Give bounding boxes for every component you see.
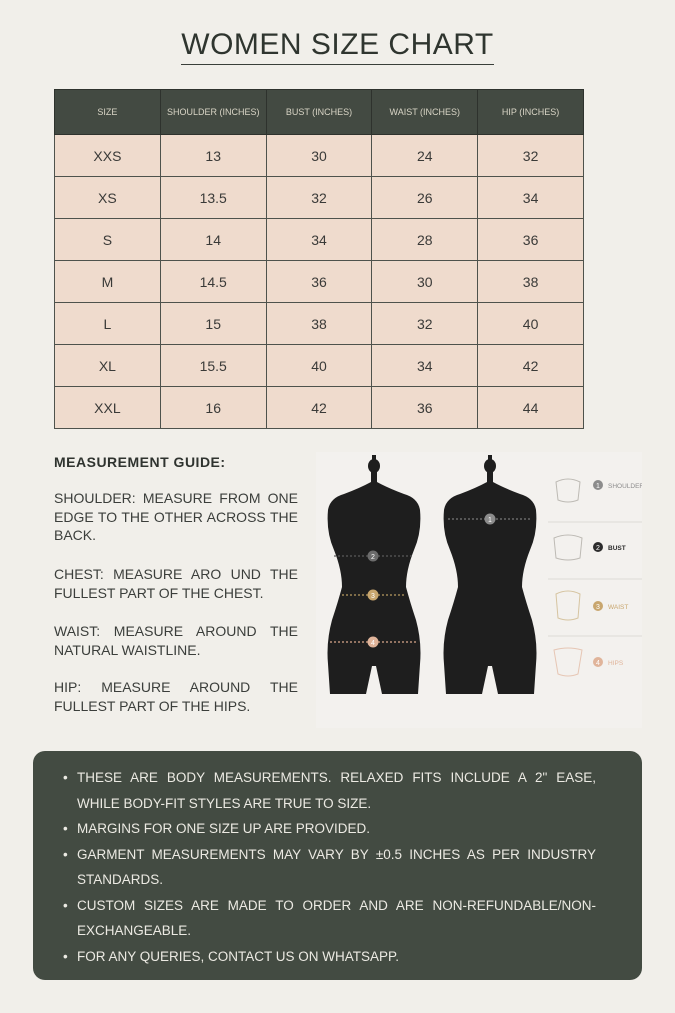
back-marker-1: 1: [488, 517, 492, 524]
legend-label-hips: HIPS: [608, 660, 624, 667]
table-cell: 30: [266, 135, 372, 177]
table-cell: 14: [160, 219, 266, 261]
table-cell: 15: [160, 303, 266, 345]
table-cell: 13: [160, 135, 266, 177]
table-cell: 16: [160, 387, 266, 429]
table-cell: S: [55, 219, 161, 261]
table-row: [55, 303, 584, 345]
table-cell: 32: [372, 303, 478, 345]
bullet-icon: •: [63, 821, 68, 836]
note-text: MARGINS FOR ONE SIZE UP ARE PROVIDED.: [77, 821, 371, 836]
table-cell: XXS: [55, 135, 161, 177]
column-header: HIP (INCHES): [478, 90, 584, 135]
table-cell: 24: [372, 135, 478, 177]
page-title-wrap: [0, 28, 675, 65]
legend-number-3: 3: [596, 604, 600, 611]
measurement-illustration: [316, 452, 642, 728]
table-row: [55, 387, 584, 429]
page-title: WOMEN SIZE CHART: [181, 28, 493, 65]
table-header-row: [55, 90, 584, 135]
back-dress-form: [444, 455, 537, 694]
size-chart-table: [54, 89, 584, 429]
table-row: [55, 261, 584, 303]
table-cell: 15.5: [160, 345, 266, 387]
table-cell: 28: [372, 219, 478, 261]
column-header: SHOULDER (INCHES): [160, 90, 266, 135]
legend-label-shoulder: SHOULDER: [608, 483, 642, 490]
table-cell: 42: [478, 345, 584, 387]
measurement-guide-title: MEASUREMENT GUIDE:: [54, 454, 226, 470]
note-text: FOR ANY QUERIES, CONTACT US ON WHATSAPP.: [77, 948, 400, 964]
table-cell: 36: [478, 219, 584, 261]
table-cell: 34: [372, 345, 478, 387]
front-marker-2: 2: [371, 554, 375, 561]
table-cell: 14.5: [160, 261, 266, 303]
table-row: [55, 135, 584, 177]
table-row: [55, 177, 584, 219]
list-item: [63, 765, 596, 816]
table-cell: 40: [266, 345, 372, 387]
table-cell: 42: [266, 387, 372, 429]
column-header: BUST (INCHES): [266, 90, 372, 135]
dress-forms-illustration: [316, 452, 642, 728]
table-cell: 32: [266, 177, 372, 219]
bullet-icon: •: [63, 897, 68, 913]
measurement-legend: [548, 479, 642, 676]
table-cell: 34: [266, 219, 372, 261]
list-item: [63, 893, 596, 944]
bullet-icon: •: [63, 846, 68, 862]
legend-label-bust: BUST: [608, 545, 626, 552]
note-text: CUSTOM SIZES ARE MADE TO ORDER AND ARE NON-REFUNDABLE/NON-EXCHANGEABLE.: [77, 897, 596, 938]
table-cell: 13.5: [160, 177, 266, 219]
table-cell: 38: [266, 303, 372, 345]
table-row: [55, 345, 584, 387]
guide-waist-text: WAIST: MEASURE AROUND THE NATURAL WAISTLINE.: [54, 623, 298, 658]
table-cell: 44: [478, 387, 584, 429]
list-item: [63, 842, 596, 893]
table-cell: XXL: [55, 387, 161, 429]
column-header: SIZE: [55, 90, 161, 135]
table-cell: 36: [266, 261, 372, 303]
front-marker-3: 3: [371, 593, 375, 600]
legend-number-4: 4: [596, 660, 600, 667]
list-item: [63, 944, 596, 970]
legend-number-1: 1: [596, 483, 600, 490]
guide-chest-text: CHEST: MEASURE ARO UND THE FULLEST PART OF THE CHEST.: [54, 566, 298, 601]
table-cell: M: [55, 261, 161, 303]
guide-shoulder-text: SHOULDER: MEASURE FROM ONE EDGE TO THE OTHER ACROSS THE BACK.: [54, 490, 298, 543]
bullet-icon: •: [63, 770, 68, 785]
note-text: GARMENT MEASUREMENTS MAY VARY BY ±0.5 INCHES AS PER INDUSTRY STANDARDS.: [77, 846, 596, 887]
legend-label-waist: WAIST: [608, 604, 629, 611]
table-cell: 38: [478, 261, 584, 303]
note-text: THESE ARE BODY MEASUREMENTS. RELAXED FITS INCLUDE A 2" EASE, WHILE BODY-FIT STYLES ARE TRUE TO SIZE.: [77, 770, 596, 811]
bullet-icon: •: [63, 948, 68, 964]
table-cell: 32: [478, 135, 584, 177]
table-row: [55, 219, 584, 261]
notes-panel: [33, 751, 642, 980]
notes-list: [63, 765, 596, 969]
table-cell: 36: [372, 387, 478, 429]
table-cell: XS: [55, 177, 161, 219]
table-cell: 40: [478, 303, 584, 345]
table-cell: 26: [372, 177, 478, 219]
list-item: [63, 816, 596, 842]
guide-hip-text: HIP: MEASURE AROUND THE FULLEST PART OF THE HIPS.: [54, 679, 298, 714]
table-cell: L: [55, 303, 161, 345]
table-cell: XL: [55, 345, 161, 387]
legend-number-2: 2: [596, 545, 600, 552]
table-cell: 34: [478, 177, 584, 219]
front-dress-form: [328, 455, 421, 694]
table-cell: 30: [372, 261, 478, 303]
column-header: WAIST (INCHES): [372, 90, 478, 135]
front-marker-4: 4: [371, 640, 375, 647]
